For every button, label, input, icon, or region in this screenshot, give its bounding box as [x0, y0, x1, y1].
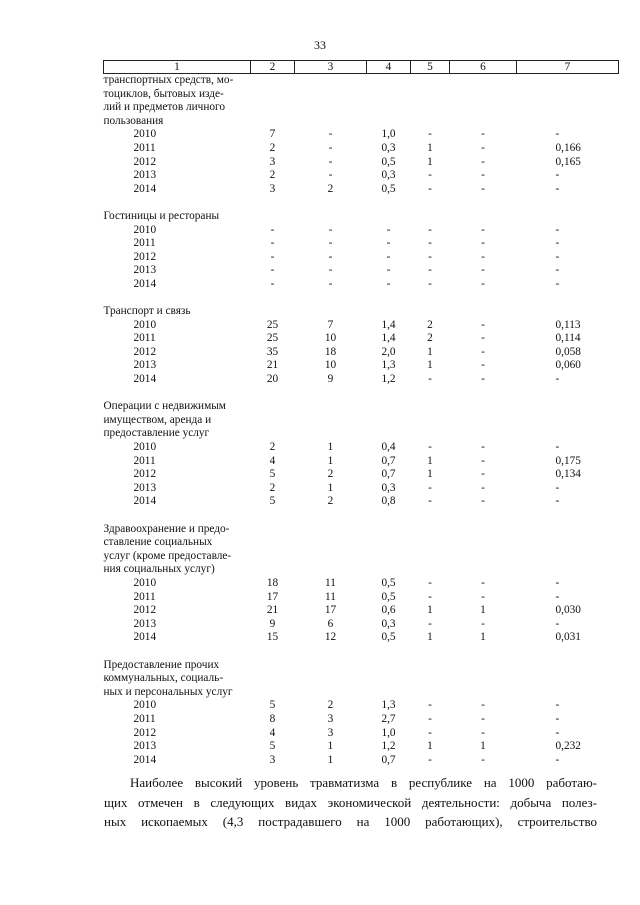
value-cell: 6: [327, 617, 334, 630]
value-cell: -: [555, 441, 560, 454]
value-cell: 5: [269, 495, 276, 508]
value-cell: -: [481, 345, 485, 358]
year-cell: 2013: [133, 740, 157, 753]
value-cell: 0,232: [555, 740, 581, 753]
column-header: 3: [295, 61, 367, 74]
value-cell: 2,7: [381, 712, 396, 725]
table-row: [104, 224, 619, 238]
section-title-row: [104, 686, 619, 700]
value-cell: -: [481, 699, 485, 712]
value-cell: 2: [327, 468, 334, 481]
value-cell: 1,0: [381, 726, 396, 739]
value-cell: 0,060: [555, 359, 581, 372]
value-cell: 1: [427, 631, 433, 644]
value-cell: -: [555, 223, 560, 236]
section-title-row: [104, 101, 619, 115]
value-cell: -: [555, 277, 560, 290]
section-title-line: Здравоохранение и предо-: [103, 522, 230, 535]
year-cell: 2013: [133, 617, 157, 630]
year-cell: 2014: [133, 753, 157, 766]
value-cell: -: [481, 182, 485, 195]
value-cell: -: [555, 495, 560, 508]
value-cell: 0,5: [381, 631, 396, 644]
value-cell: 1,4: [381, 332, 396, 345]
value-cell: 7: [327, 318, 334, 331]
value-cell: -: [555, 699, 560, 712]
value-cell: 11: [325, 576, 336, 589]
value-cell: 2: [327, 495, 334, 508]
value-cell: -: [481, 726, 485, 739]
value-cell: 1: [427, 141, 433, 154]
value-cell: 25: [266, 318, 279, 331]
value-cell: 21: [266, 359, 279, 372]
year-cell: 2014: [133, 373, 157, 386]
value-cell: 1,3: [381, 699, 396, 712]
value-cell: 3: [269, 753, 276, 766]
year-cell: 2013: [133, 169, 157, 182]
value-cell: -: [555, 481, 560, 494]
value-cell: 0,166: [555, 141, 581, 154]
section-title-row: [104, 672, 619, 686]
table-row: [104, 699, 619, 713]
value-cell: -: [328, 264, 333, 277]
section-title-row: [104, 659, 619, 673]
value-cell: -: [428, 128, 432, 141]
value-cell: 0,5: [381, 576, 396, 589]
year-cell: 2010: [133, 223, 157, 236]
value-cell: 17: [324, 604, 337, 617]
table-row: [104, 727, 619, 741]
value-cell: 1: [327, 481, 334, 494]
year-cell: 2014: [133, 631, 157, 644]
value-cell: 0,175: [555, 454, 581, 467]
year-cell: 2012: [133, 468, 157, 481]
value-cell: -: [481, 277, 485, 290]
table-row: [104, 455, 619, 469]
section-title-line: ния социальных услуг): [103, 563, 215, 576]
value-cell: -: [386, 237, 391, 250]
column-header: 1: [104, 61, 251, 74]
year-cell: 2011: [133, 237, 156, 250]
value-cell: -: [270, 264, 275, 277]
value-cell: 1,4: [381, 318, 396, 331]
value-cell: -: [428, 223, 432, 236]
year-cell: 2012: [133, 250, 157, 263]
table-row: [104, 482, 619, 496]
value-cell: 4: [269, 454, 276, 467]
section-title-line: предоставление услуг: [103, 427, 210, 440]
value-cell: -: [428, 481, 432, 494]
value-cell: -: [481, 454, 485, 467]
value-cell: -: [481, 128, 485, 141]
value-cell: -: [481, 223, 485, 236]
value-cell: -: [555, 264, 560, 277]
value-cell: 0,113: [555, 318, 581, 331]
value-cell: 5: [269, 740, 276, 753]
section-title-line: Предоставление прочих: [103, 658, 220, 671]
value-cell: 18: [324, 345, 337, 358]
value-cell: 1: [480, 740, 486, 753]
value-cell: 2: [327, 699, 334, 712]
value-cell: -: [328, 277, 333, 290]
value-cell: 20: [266, 373, 279, 386]
value-cell: 35: [266, 345, 279, 358]
value-cell: 2: [269, 169, 276, 182]
value-cell: -: [481, 155, 485, 168]
value-cell: -: [328, 223, 333, 236]
column-header: 4: [367, 61, 411, 74]
year-cell: 2012: [133, 155, 157, 168]
table-row: [104, 373, 619, 387]
value-cell: 0,134: [555, 468, 581, 481]
column-header: 6: [450, 61, 517, 74]
value-cell: -: [481, 332, 485, 345]
value-cell: -: [428, 277, 432, 290]
section-title-line: Операции с недвижимым: [103, 400, 226, 413]
year-cell: 2010: [133, 699, 157, 712]
value-cell: -: [428, 441, 432, 454]
section-title-line: транспортных средств, мо-: [103, 74, 234, 86]
table-row: [104, 251, 619, 265]
value-cell: -: [428, 753, 432, 766]
value-cell: 21: [266, 604, 279, 617]
value-cell: -: [555, 250, 560, 263]
value-cell: -: [428, 264, 432, 277]
section-title-row: [104, 414, 619, 428]
value-cell: -: [328, 155, 333, 168]
table-body: [104, 74, 619, 768]
section-spacer: [104, 196, 619, 210]
year-cell: 2013: [133, 359, 157, 372]
value-cell: -: [428, 590, 432, 603]
section-title-line: имуществом, аренда и: [103, 413, 212, 426]
year-cell: 2010: [133, 128, 157, 141]
value-cell: -: [328, 128, 333, 141]
value-cell: -: [481, 495, 485, 508]
paragraph-line: щих отмечен в следующих видах экономической деятельности: добыча полез-: [104, 794, 597, 810]
value-cell: 2,0: [381, 345, 396, 358]
value-cell: -: [481, 468, 485, 481]
value-cell: 12: [324, 631, 337, 644]
value-cell: 1: [427, 359, 433, 372]
value-cell: 1,2: [381, 740, 396, 753]
year-cell: 2013: [133, 481, 157, 494]
section-spacer: [104, 292, 619, 306]
section-title-row: [104, 400, 619, 414]
value-cell: -: [555, 169, 560, 182]
value-cell: -: [386, 264, 391, 277]
value-cell: 0,8: [381, 495, 396, 508]
value-cell: 0,7: [381, 753, 396, 766]
value-cell: 2: [269, 481, 276, 494]
value-cell: -: [428, 699, 432, 712]
value-cell: 17: [266, 590, 279, 603]
injury-statistics-table: [103, 60, 619, 767]
value-cell: 2: [427, 332, 433, 345]
year-cell: 2011: [133, 141, 156, 154]
value-cell: 1: [327, 454, 334, 467]
value-cell: -: [481, 359, 485, 372]
value-cell: 3: [327, 726, 334, 739]
table-row: [104, 468, 619, 482]
table-row: [104, 332, 619, 346]
value-cell: 1: [327, 441, 334, 454]
year-cell: 2012: [133, 604, 157, 617]
section-title-row: [104, 563, 619, 577]
value-cell: -: [481, 250, 485, 263]
value-cell: 0,031: [555, 631, 581, 644]
section-title-line: коммунальных, социаль-: [103, 672, 224, 685]
value-cell: -: [270, 277, 275, 290]
value-cell: 1: [327, 753, 334, 766]
year-cell: 2010: [133, 576, 157, 589]
table-row: [104, 237, 619, 251]
value-cell: 0,6: [381, 604, 396, 617]
value-cell: -: [555, 576, 560, 589]
section-title-row: [104, 427, 619, 441]
value-cell: 1: [427, 454, 433, 467]
table-row: [104, 754, 619, 768]
table-row: [104, 740, 619, 754]
value-cell: -: [328, 250, 333, 263]
value-cell: 25: [266, 332, 279, 345]
value-cell: 1,0: [381, 128, 396, 141]
value-cell: -: [328, 237, 333, 250]
value-cell: -: [270, 237, 275, 250]
table-header-row: [104, 61, 619, 74]
value-cell: -: [481, 481, 485, 494]
table-row: [104, 278, 619, 292]
year-cell: 2012: [133, 726, 157, 739]
year-cell: 2011: [133, 454, 156, 467]
section-title-line: ставление социальных: [103, 536, 213, 549]
table-row: [104, 264, 619, 278]
year-cell: 2010: [133, 441, 157, 454]
page-number: 33: [314, 38, 326, 52]
table-row: [104, 577, 619, 591]
value-cell: -: [555, 590, 560, 603]
year-cell: 2014: [133, 495, 157, 508]
value-cell: -: [481, 373, 485, 386]
table-row: [104, 495, 619, 509]
value-cell: 1: [480, 604, 486, 617]
value-cell: -: [481, 318, 485, 331]
value-cell: -: [428, 182, 432, 195]
table-row: [104, 183, 619, 197]
value-cell: 9: [327, 373, 334, 386]
year-cell: 2011: [133, 712, 156, 725]
value-cell: -: [481, 753, 485, 766]
table-row: [104, 591, 619, 605]
value-cell: -: [481, 590, 485, 603]
section-title-row: [104, 88, 619, 102]
value-cell: -: [555, 182, 560, 195]
value-cell: 1: [427, 345, 433, 358]
value-cell: -: [555, 617, 560, 630]
column-header: 7: [517, 61, 619, 74]
year-cell: 2014: [133, 182, 157, 195]
value-cell: 4: [269, 726, 276, 739]
value-cell: 2: [269, 141, 276, 154]
year-cell: 2011: [133, 332, 156, 345]
value-cell: 0,165: [555, 155, 581, 168]
section-title-line: пользования: [103, 114, 164, 127]
value-cell: -: [555, 237, 560, 250]
body-paragraph: [104, 773, 597, 832]
value-cell: 2: [427, 318, 433, 331]
value-cell: -: [386, 223, 391, 236]
value-cell: 15: [266, 631, 279, 644]
section-title-line: ных и персональных услуг: [103, 685, 233, 698]
value-cell: 1: [427, 155, 433, 168]
value-cell: -: [481, 576, 485, 589]
value-cell: 1: [427, 740, 433, 753]
paragraph-line: Наиболее высокий уровень травматизма в республике на 1000 работаю-: [130, 775, 597, 790]
value-cell: 1,2: [381, 373, 396, 386]
value-cell: -: [481, 237, 485, 250]
year-cell: 2014: [133, 277, 157, 290]
value-cell: -: [428, 237, 432, 250]
column-header: 5: [411, 61, 450, 74]
table-row: [104, 631, 619, 645]
value-cell: 1,3: [381, 359, 396, 372]
value-cell: -: [481, 712, 485, 725]
value-cell: 5: [269, 699, 276, 712]
value-cell: 11: [325, 590, 336, 603]
value-cell: -: [428, 373, 432, 386]
table-row: [104, 128, 619, 142]
value-cell: 0,5: [381, 590, 396, 603]
value-cell: -: [428, 169, 432, 182]
value-cell: -: [270, 223, 275, 236]
value-cell: -: [481, 264, 485, 277]
value-cell: 0,7: [381, 468, 396, 481]
section-spacer: [104, 387, 619, 401]
value-cell: -: [428, 712, 432, 725]
year-cell: 2011: [133, 590, 156, 603]
value-cell: 0,3: [381, 169, 396, 182]
section-title-row: [104, 550, 619, 564]
value-cell: -: [386, 250, 391, 263]
value-cell: -: [481, 441, 485, 454]
table-row: [104, 142, 619, 156]
table-row: [104, 604, 619, 618]
value-cell: -: [481, 617, 485, 630]
table-row: [104, 618, 619, 632]
value-cell: -: [428, 726, 432, 739]
value-cell: 0,114: [555, 332, 581, 345]
value-cell: -: [481, 141, 485, 154]
value-cell: -: [555, 373, 560, 386]
value-cell: -: [481, 169, 485, 182]
table-row: [104, 169, 619, 183]
value-cell: 1: [480, 631, 486, 644]
value-cell: 10: [324, 332, 337, 345]
value-cell: -: [428, 495, 432, 508]
value-cell: 10: [324, 359, 337, 372]
value-cell: -: [555, 753, 560, 766]
value-cell: 0,058: [555, 345, 581, 358]
value-cell: 2: [327, 182, 334, 195]
year-cell: 2013: [133, 264, 157, 277]
section-title-row: [104, 210, 619, 224]
section-spacer: [104, 509, 619, 523]
value-cell: -: [270, 250, 275, 263]
section-title-line: лий и предметов личного: [103, 101, 226, 114]
value-cell: 0,030: [555, 604, 581, 617]
paragraph-line: ных ископаемых (4,3 пострадавшего на 1000 работающих), строительство: [104, 814, 597, 829]
value-cell: 2: [269, 441, 276, 454]
table-row: [104, 346, 619, 360]
section-title-row: [104, 536, 619, 550]
section-title-line: Гостиницы и рестораны: [103, 209, 220, 222]
value-cell: -: [428, 250, 432, 263]
section-title-line: услуг (кроме предоставле-: [103, 549, 232, 562]
column-header: 2: [251, 61, 295, 74]
table-row: [104, 359, 619, 373]
value-cell: 9: [269, 617, 276, 630]
value-cell: 0,7: [381, 454, 396, 467]
table-row: [104, 156, 619, 170]
value-cell: 7: [269, 128, 276, 141]
table-row: [104, 713, 619, 727]
value-cell: 0,3: [381, 481, 396, 494]
value-cell: 3: [327, 712, 334, 725]
value-cell: -: [328, 141, 333, 154]
section-title-line: тоциклов, бытовых изде-: [103, 87, 224, 100]
value-cell: 8: [269, 712, 276, 725]
value-cell: 18: [266, 576, 279, 589]
value-cell: 1: [327, 740, 334, 753]
value-cell: 0,3: [381, 141, 396, 154]
value-cell: 0,4: [381, 441, 396, 454]
year-cell: 2012: [133, 345, 157, 358]
year-cell: 2010: [133, 318, 157, 331]
value-cell: -: [386, 277, 391, 290]
value-cell: 0,3: [381, 617, 396, 630]
value-cell: 1: [427, 468, 433, 481]
value-cell: 1: [427, 604, 433, 617]
value-cell: -: [555, 726, 560, 739]
value-cell: 5: [269, 468, 276, 481]
value-cell: -: [328, 169, 333, 182]
section-title-row: [104, 74, 619, 88]
value-cell: 3: [269, 182, 276, 195]
section-title-row: [104, 305, 619, 319]
value-cell: 3: [269, 155, 276, 168]
value-cell: 0,5: [381, 155, 396, 168]
section-spacer: [104, 645, 619, 659]
section-title-row: [104, 523, 619, 537]
table-row: [104, 319, 619, 333]
value-cell: -: [428, 576, 432, 589]
section-title-row: [104, 115, 619, 129]
value-cell: -: [428, 617, 432, 630]
value-cell: -: [555, 128, 560, 141]
value-cell: 0,5: [381, 182, 396, 195]
table-row: [104, 441, 619, 455]
section-title-line: Транспорт и связь: [103, 305, 191, 318]
value-cell: -: [555, 712, 560, 725]
